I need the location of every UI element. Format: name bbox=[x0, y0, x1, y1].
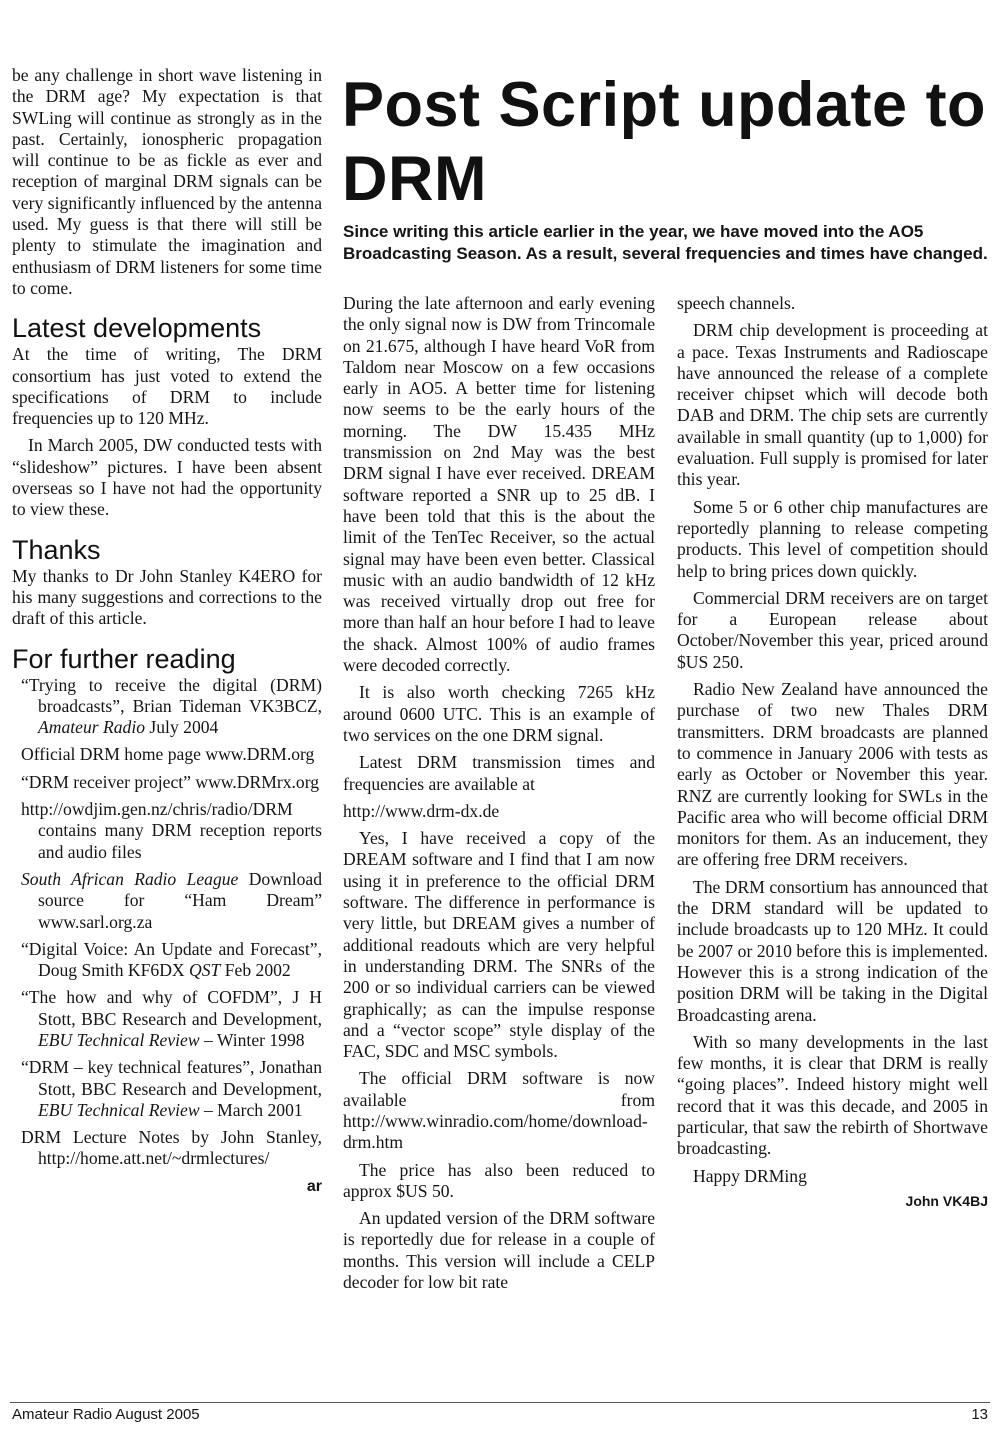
latest-developments-heading: Latest developments bbox=[12, 313, 262, 344]
middle-column bbox=[343, 293, 655, 1293]
reference-item: “DRM – key technical features”, Jonathan Stott, BBC Research and Development, EBU Technical Review – March 2001 bbox=[21, 1057, 322, 1120]
body-paragraph: An updated version of the DRM software is reportedly due for release in a couple of months. This version will include a CELP decoder for low bit rate bbox=[343, 1208, 655, 1293]
end-mark: ar bbox=[306, 1177, 322, 1195]
body-paragraph: speech channels. bbox=[677, 293, 796, 313]
further-reading-heading: For further reading bbox=[12, 643, 236, 674]
reference-item: DRM Lecture Notes by John Stanley, http://home.att.net/~drmlectures/ bbox=[21, 1127, 322, 1169]
article-title: Post Script update to DRM bbox=[342, 70, 987, 214]
body-paragraph: The official DRM software is now available from http://www.winradio.com/home/download-drm.htm bbox=[343, 1068, 655, 1153]
body-paragraph: Radio New Zealand have announced the purchase of two new Thales DRM transmitters. DRM broadcasts are planned to commence in January 2006 with tests as early as October or November this year. RNZ are currently looking for SWLs in the Pacific area who will become official DRM monitors for them. As an inducement, they are offering free DRM receivers. bbox=[677, 679, 988, 870]
body-paragraph: During the late afternoon and early evening the only signal now is DW from Trincomale on 21.675, although I have heard VoR from Taldom near Moscow on a few occasions early in AO5. A better time for listening now seems to be the early hours of the morning. The DW 15.435 MHz transmission on 2nd May was the best DRM signal I have ever received. DREAM software reported a SNR up to 25 dB. I have been told that this is the about the limit of the TenTec Receiver, so the actual signal may have been even better. Classical music with an audio bandwidth of 12 kHz was received virtually drop out free for more than half an hour before I had to leave the shack. Almost 100% of audio frames were decoded correctly. bbox=[343, 293, 655, 676]
reference-item: “The how and why of COFDM”, J H Stott, BBC Research and Development, EBU Technical Review – Winter 1998 bbox=[21, 987, 322, 1050]
lead-paragraph: be any challenge in short wave listening in the DRM age? My expectation is that SWLing will continue as strongly as in the past. Certainly, ionospheric propagation will continue to be as fickle as ever and reception of marginal DRM signals can be very significantly influenced by the antenna used. My guess is that there will still be plenty to stimulate the imagination and enthusiasm of DRM listeners for some time to come. bbox=[12, 65, 322, 298]
footer-divider bbox=[10, 1402, 990, 1403]
body-paragraph: It is also worth checking 7265 kHz around 0600 UTC. This is an example of two services on the one DRM signal. bbox=[343, 682, 655, 745]
reference-item: “Digital Voice: An Update and Forecast”, Doug Smith KF6DX QST Feb 2002 bbox=[21, 938, 322, 981]
author-byline: John VK4BJ bbox=[905, 1192, 988, 1209]
body-paragraph: With so many developments in the last few months, it is clear that DRM is really “going places”. Indeed history might well record that it was this decade, and 2005 in particular, that saw the rebirth of Shortwave broadcasting. bbox=[677, 1031, 988, 1159]
article-intro: Since writing this article earlier in the year, we have moved into the AO5 Broadcasting Season. As a result, several frequencies and times have changed. bbox=[343, 222, 988, 263]
reference-list bbox=[12, 675, 322, 1170]
body-paragraph: DRM chip development is proceeding at a pace. Texas Instruments and Radioscape have announced the release of a complete receiver chipset which will decode both DAB and DRM. The chip sets are currently available in small quantity (up to 1,000) for evaluation. Full supply is promised for later this year. bbox=[677, 320, 988, 490]
latest-paragraph-2: In March 2005, DW conducted tests with “slideshow” pictures. I have been absent overseas so I have not had the opportunity to view these. bbox=[12, 435, 322, 520]
body-paragraph: The DRM consortium has announced that the DRM standard will be updated to include broadcasts up to 120 MHz. It could be 2007 or 2010 before this is implemented. However this is a strong indication of the position DRM will be taking in the Digital Broadcasting arena. bbox=[677, 876, 988, 1025]
latest-paragraph-1: At the time of writing, The DRM consortium has just voted to extend the specifications of DRM to include frequencies up to 120 MHz. bbox=[12, 344, 322, 429]
footer-publication: Amateur Radio August 2005 bbox=[12, 1406, 200, 1423]
right-column bbox=[677, 293, 988, 1212]
reference-item: Official DRM home page www.DRM.org bbox=[21, 744, 315, 765]
url-line: http://www.drm-dx.de bbox=[343, 800, 500, 821]
body-paragraph: The price has also been reduced to approx $US 50. bbox=[343, 1159, 655, 1201]
body-paragraph: Yes, I have received a copy of the DREAM software and I find that I am now using it in preference to the official DRM software. The difference in performance is very little, but DREAM gives a number of additional readouts which are very helpful in understanding DRM. The SNRs of the 200 or so individual carriers can be viewed graphically; as can the impulse response and a “vector scope” style display of the FAC, SDC and MSC symbols. bbox=[343, 828, 655, 1062]
thanks-paragraph: My thanks to Dr John Stanley K4ERO for his many suggestions and corrections to the draft of this article. bbox=[12, 565, 322, 629]
thanks-heading: Thanks bbox=[12, 534, 101, 565]
reference-item: “DRM receiver project” www.DRMrx.org bbox=[21, 771, 320, 792]
body-paragraph: Commercial DRM receivers are on target for a European release about October/November this year, priced around $US 250. bbox=[677, 587, 988, 672]
body-paragraph: Some 5 or 6 other chip manufactures are reportedly planning to release competing products. This level of competition should help to bring prices down quickly. bbox=[677, 496, 988, 581]
reference-item: South African Radio League Download source for “Ham Dream” www.sarl.org.za bbox=[21, 868, 322, 932]
page-number: 13 bbox=[971, 1406, 988, 1423]
body-paragraph: Latest DRM transmission times and frequencies are available at bbox=[343, 752, 655, 794]
reference-item: “Trying to receive the digital (DRM) broadcasts”, Brian Tideman VK3BCZ, Amateur Radio July 2004 bbox=[21, 674, 322, 738]
sign-off: Happy DRMing bbox=[693, 1165, 807, 1186]
left-column bbox=[12, 65, 322, 1197]
reference-item: http://owdjim.gen.nz/chris/radio/DRM contains many DRM reception reports and audio files bbox=[21, 799, 322, 862]
